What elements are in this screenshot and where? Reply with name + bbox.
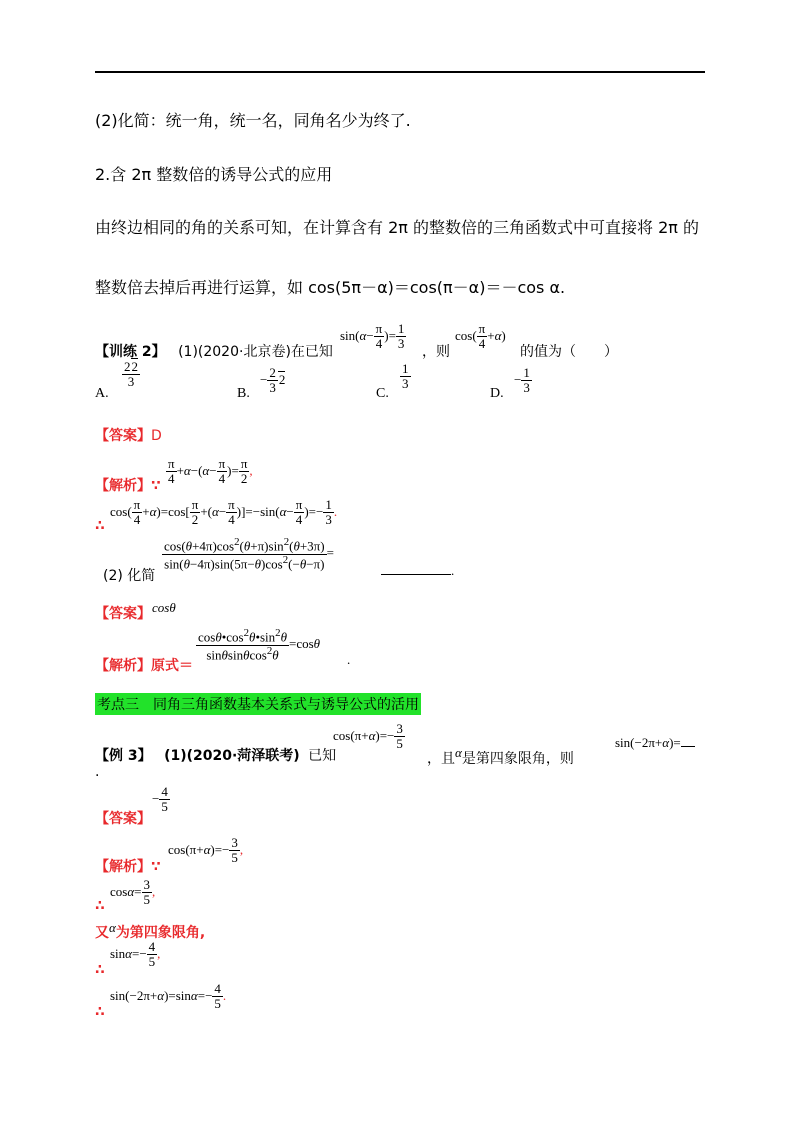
analysis-3-label: 【解析】∵ [95,859,161,875]
exercise-2-intro: 在已知 [290,344,333,360]
option-a-label: A. [95,386,109,401]
part-2-blank: . [381,562,454,579]
target-expression: cos( $\frac{\pi}{4}$ +α) [455,321,506,352]
because-symbol: ∵ [151,478,161,494]
simplify-rule-line: (2)化简：统一角，统一名，同角名少为终了. [95,111,411,130]
answer-2-label: 【答案】 [95,606,151,622]
example-3-mid: ，且α是第四象限角，则 [427,745,574,767]
key-point-3-title: 考点三 同角三角函数基本关系式与诱导公式的活用 [95,693,421,715]
example-3-target: sin(−2π+α)= [615,735,695,751]
therefore-symbol-3a: ∴ [95,898,105,914]
analysis-3-step-3: sinα=− $\frac{4}{5}$ , [110,939,161,970]
analysis-3-step-4: sin(−2π+α)=sinα=− $\frac{4}{5}$ . [110,981,227,1012]
exercise-2-source: (1)(2020·北京卷) [178,344,291,360]
answer-1-value: D [151,428,162,444]
analysis-2-period: . [347,652,351,667]
part-2-expression: $\frac{\cos(\theta+4\pi)\cos^2(\theta+\pi)\sin^2(\theta+3\pi)}{\sin(\theta-4\pi)\sin(5\pi-\theta)\cos^2(-\theta-\pi)}$ = [164,536,334,571]
example-3-intro: 已知 [308,748,337,764]
paragraph-line-1: 由终边相同的角的关系可知，在计算含有 2π 的整数倍的三角函数式中可直接将 2π 的 [95,218,699,237]
exercise-2-tag: 【训练 2】 [95,344,166,360]
exercise-2-tail: 的值为（ ） [520,344,618,360]
analysis-2-prefix: 原式＝ [151,658,193,674]
answer-3-value: − $\frac{4}{5}$ [152,784,168,815]
paragraph-line-2: 整数倍去掉后再进行运算，如 cos(5π－α)＝cos(π－α)＝－cos α. [95,278,566,297]
answer-2-value: cosθ [152,600,176,615]
part-2-label: (2) 化简 [103,568,156,584]
answer-3-label: 【答案】 [95,811,151,827]
section-2-title: 2.含 2π 整数倍的诱导公式的应用 [95,165,333,184]
example-3-period: . [95,764,100,780]
example-3-tag: 【例 3】 [95,748,152,764]
example-3-given: cos(π+α)=− $\frac{3}{5}$ [333,721,403,752]
option-c-value: $\frac{1}{3}$ [402,361,409,392]
therefore-symbol-1: ∴ [95,518,105,534]
given-equation: sin(α− $\frac{\pi}{4}$ )= $\frac{1}{3}$ [340,321,405,352]
analysis-3-step-1: cos(π+α)=− $\frac{3}{5}$ , [168,835,244,866]
option-b-value: − $\frac{2}{3}$ 2 [260,365,286,396]
answer-2 [95,603,151,623]
analysis-1-label: 【解析】∵ [95,478,161,494]
analysis-3-also: 又α为第四象限角, [95,920,206,941]
analysis-2-label: 【解析】原式＝ [95,658,193,674]
option-c-label: C. [376,386,389,401]
analysis-2-expression: $\frac{\cos\theta•\cos^2\theta•\sin^2\theta}{\sin\theta\sin\theta\cos^2\theta}$ =cosθ [198,627,321,662]
therefore-symbol-3b: ∴ [95,962,105,978]
because-symbol-3: ∵ [151,859,161,875]
exercise-2-then: ，则 [422,344,450,360]
example-3-header [95,745,336,765]
analysis-1-step-1: $\frac{\pi}{4}$ +α−(α− $\frac{\pi}{4}$ )= $\frac{\pi}{2}$ , [168,456,253,487]
header-rule [95,71,705,73]
option-b-label: B. [237,386,250,401]
example-3-source: (1)(2020·菏泽联考) [164,748,300,764]
option-a-value: $\frac{22}{3}$ [124,359,138,390]
option-d-value: − $\frac{1}{3}$ [514,365,530,396]
analysis-3-step-2: cosα= $\frac{3}{5}$ , [110,877,156,908]
answer-1 [95,425,162,445]
answer-1-label: 【答案】 [95,428,151,444]
option-d-label: D. [490,386,504,401]
analysis-1-step-2: cos( $\frac{\pi}{4}$ +α)=cos[ $\frac{\pi}{2}$ +(α− $\frac{\pi}{4}$ )]=−sin(α− $\frac{\pi}{4}$ )=− $\frac{1}{3}$ . [110,497,338,528]
therefore-symbol-3c: ∴ [95,1004,105,1020]
